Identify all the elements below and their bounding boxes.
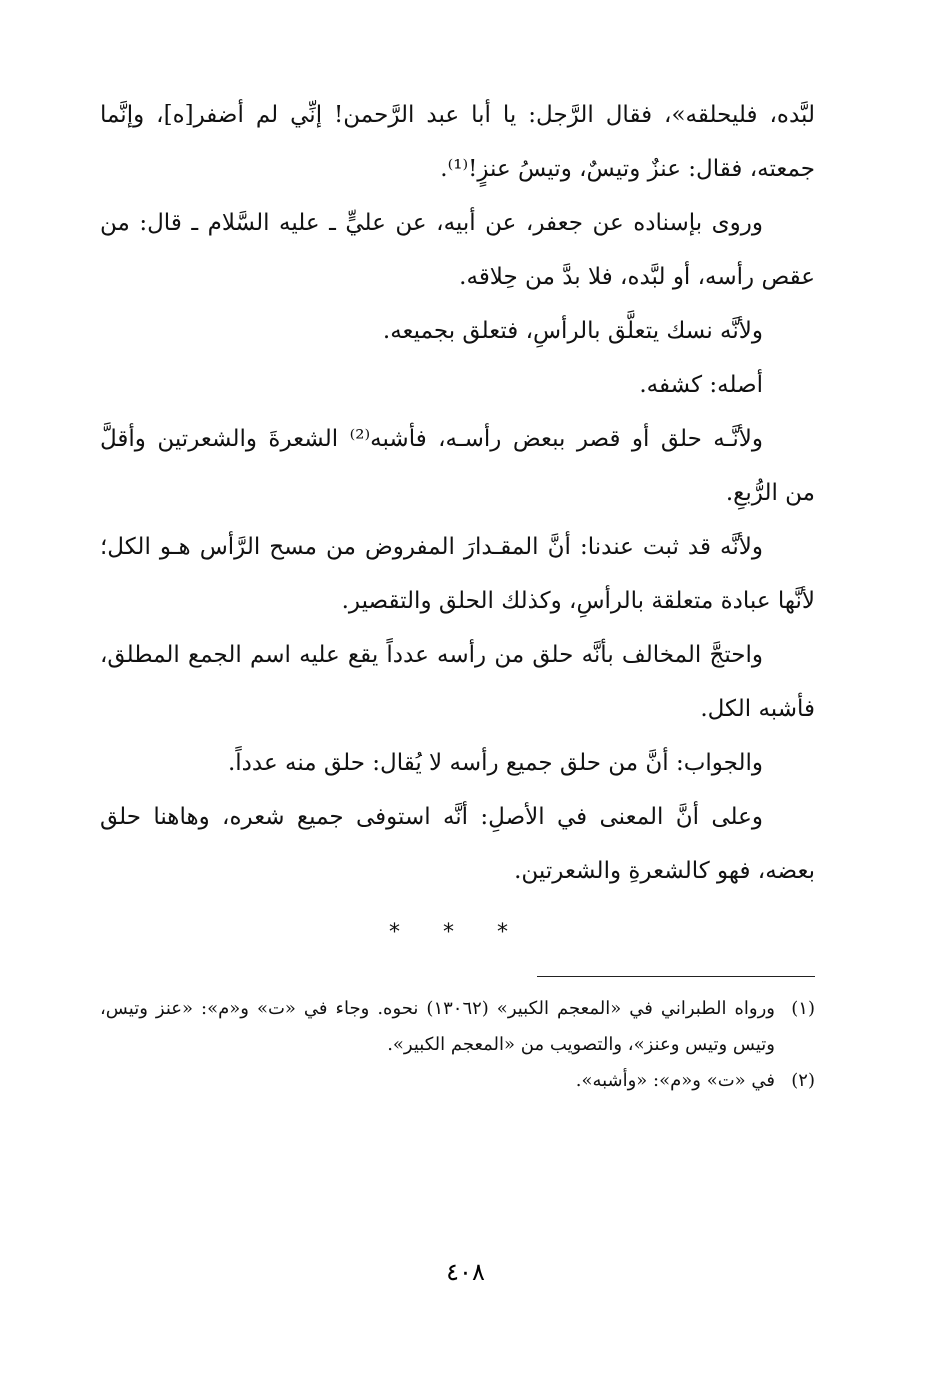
footnote-divider [537, 976, 815, 977]
footnote-number: (١) [791, 998, 815, 1019]
footnote [100, 1063, 815, 1099]
footnote-text: في «ت» و«م»: «وأشبه». [575, 1070, 775, 1091]
paragraph: ولأنَّـه حلق أو قصر ببعض رأسـه، فأشبه⁽²⁾ الشعرةَ والشعرتين وأقلَّ من الرُّبعِ. [100, 426, 815, 506]
page-number: ٤٠٨ [446, 1258, 485, 1286]
paragraph: ولأنَّه نسك يتعلَّق بالرأسِ، فتعلق بجميعه. [382, 318, 763, 344]
paragraph: وروى بإسناده عن جعفر، عن أبيه، عن عليٍّ ـ عليه السَّلام ـ قال: من عقص رأسه، أو لبَّده، فلا بدَّ من حِلاقه. [100, 210, 815, 290]
paragraph: لبَّده، فليحلقه»، فقال الرَّجل: يا أبا عبد الرَّحمن! إنِّي لم أضفر[ه]، وإنَّما جمعته، فقال: عنزٌ وتيسٌ، وتيسُ عنزٍ!⁽¹⁾. [100, 102, 815, 182]
footnote [100, 991, 815, 1063]
section-separator: * * * [389, 920, 526, 945]
footnotes [100, 991, 815, 1099]
footnote-number: (٢) [791, 1070, 815, 1091]
paragraph: واحتجَّ المخالف بأنَّه حلق من رأسه عدداً يقع عليه اسم الجمع المطلق، فأشبه الكل. [100, 642, 815, 722]
page-body [100, 88, 815, 1099]
paragraph: أصله: كشفه. [639, 372, 763, 398]
paragraph: ولأنَّه قد ثبت عندنا: أنَّ المقـدارَ المفروض من مسح الرَّأس هـو الكل؛ لأنَّها عبادة متعلقة بالرأسِ، وكذلك الحلق والتقصير. [100, 534, 815, 614]
paragraph: والجواب: أنَّ من حلق جميع رأسه لا يُقال: حلق منه عدداً. [227, 750, 763, 776]
paragraph: وعلى أنَّ المعنى في الأصلِ: أنَّه استوفى جميع شعره، وهاهنا حلق بعضه، فهو كالشعرةِ والشعرتين. [100, 804, 815, 884]
footnote-text: ورواه الطبراني في «المعجم الكبير» (١٣٠٦٢) نحوه. وجاء في «ت» و«م»: «عنز وتيس، وتيس وتيس وعنز»، والتصويب من «المعجم الكبير». [100, 998, 776, 1055]
